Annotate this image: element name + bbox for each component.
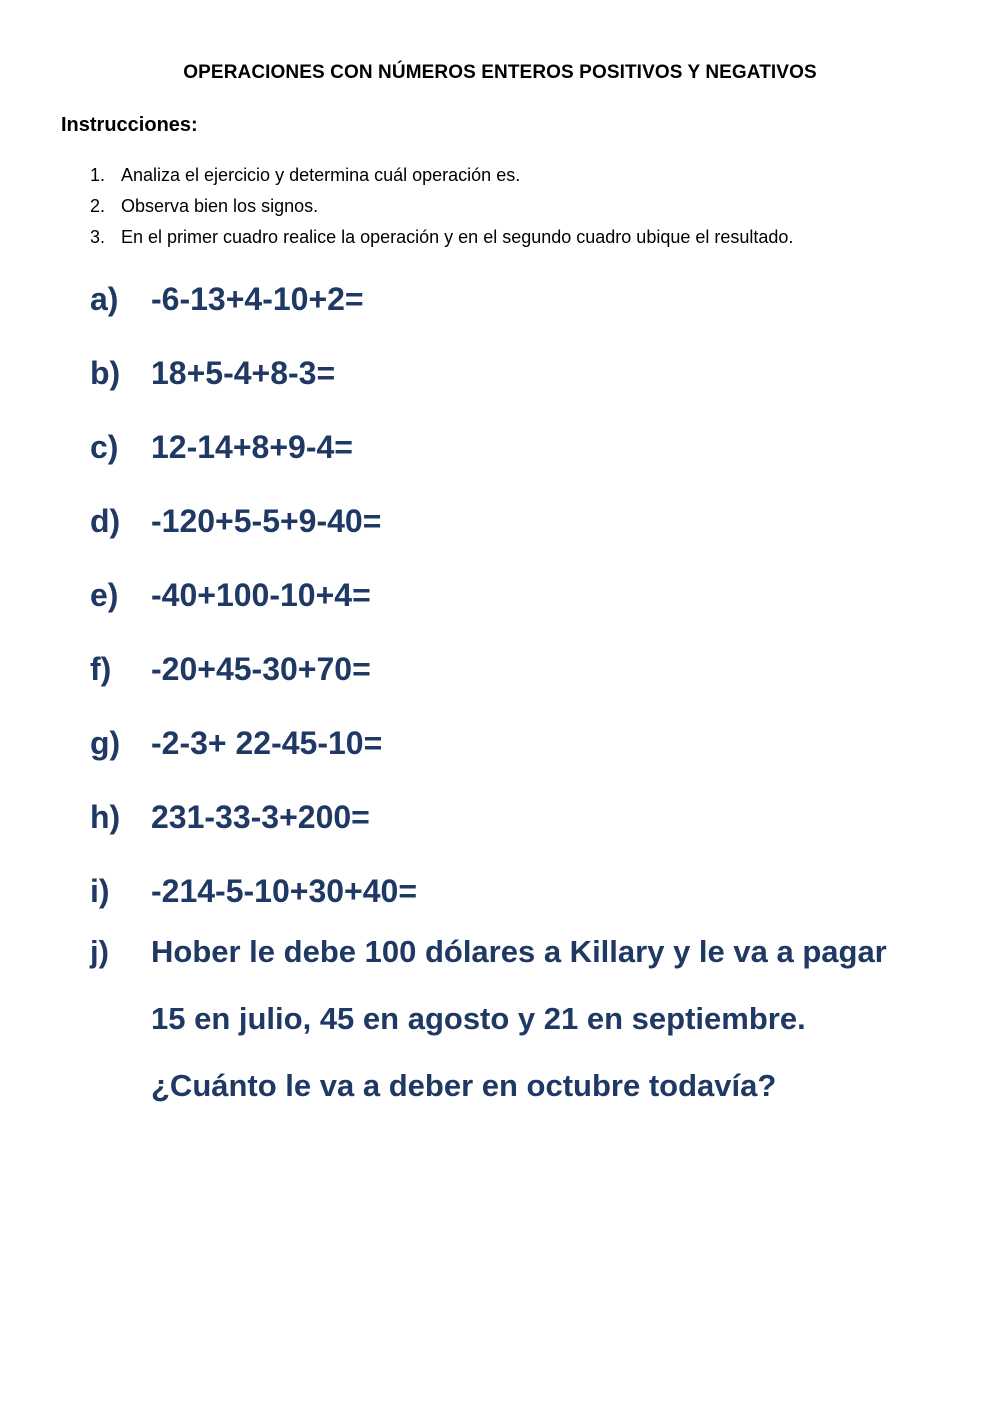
exercise-expression: -20+45-30+70= <box>151 650 371 687</box>
word-problem <box>90 918 887 1119</box>
instructions-list <box>90 160 793 253</box>
exercise-item <box>90 854 417 928</box>
exercise-letter: h) <box>90 798 121 835</box>
instructions-heading: Instrucciones: <box>61 114 198 136</box>
instruction-text: En el primer cuadro realice la operación y en el segundo cuadro ubique el resultado. <box>121 227 794 247</box>
instruction-number: 1. <box>90 165 106 185</box>
instruction-item <box>90 160 793 191</box>
exercise-item <box>90 410 417 484</box>
exercise-expression: -120+5-5+9-40= <box>151 502 382 539</box>
exercise-expression: -6-13+4-10+2= <box>151 280 364 317</box>
exercise-item <box>90 558 417 632</box>
page-title: OPERACIONES CON NÚMEROS ENTEROS POSITIVOS Y NEGATIVOS <box>183 62 817 83</box>
exercise-letter: a) <box>90 280 119 317</box>
exercise-letter: f) <box>90 650 112 687</box>
exercise-letter: g) <box>90 724 121 761</box>
exercise-list <box>90 262 417 928</box>
instruction-text: Observa bien los signos. <box>121 196 319 216</box>
exercise-letter: e) <box>90 576 119 613</box>
word-problem-line: 15 en julio, 45 en agosto y 21 en septiembre. <box>151 1001 806 1036</box>
exercise-expression: -40+100-10+4= <box>151 576 371 613</box>
exercise-expression: 12-14+8+9-4= <box>151 428 353 465</box>
exercise-letter: i) <box>90 872 110 909</box>
instruction-text: Analiza el ejercicio y determina cuál operación es. <box>121 165 521 185</box>
word-problem-text <box>151 918 887 1119</box>
exercise-item <box>90 780 417 854</box>
exercise-item <box>90 484 417 558</box>
exercise-expression: -214-5-10+30+40= <box>151 872 417 909</box>
exercise-item <box>90 706 417 780</box>
instruction-number: 2. <box>90 196 106 216</box>
exercise-item <box>90 632 417 706</box>
exercise-expression: -2-3+ 22-45-10= <box>151 724 383 761</box>
instruction-number: 3. <box>90 227 106 247</box>
exercise-expression: 18+5-4+8-3= <box>151 354 336 391</box>
exercise-letter: b) <box>90 354 121 391</box>
word-problem-line: ¿Cuánto le va a deber en octubre todavía? <box>151 1068 777 1103</box>
instruction-item <box>90 191 793 222</box>
word-problem-letter: j) <box>90 934 109 969</box>
word-problem-line: Hober le debe 100 dólares a Killary y le va a pagar <box>151 934 887 969</box>
exercise-letter: c) <box>90 428 119 465</box>
exercise-item <box>90 262 417 336</box>
instruction-item <box>90 222 793 253</box>
exercise-letter: d) <box>90 502 121 539</box>
exercise-expression: 231-33-3+200= <box>151 798 370 835</box>
exercise-item <box>90 336 417 410</box>
